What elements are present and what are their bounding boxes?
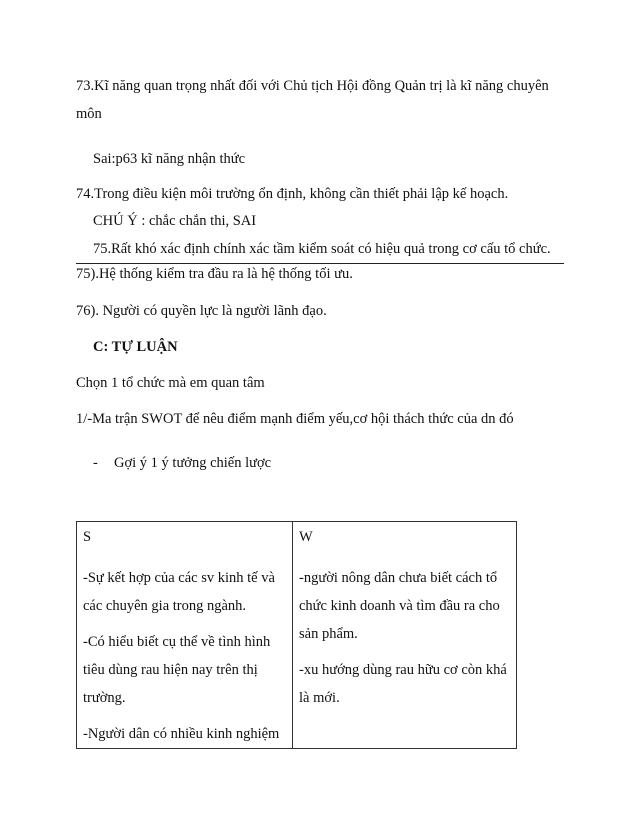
weakness-item-1: -người nông dân chưa biết cách tổ chức kinh doanh và tìm đầu ra cho sản phẩm.: [299, 570, 500, 642]
q75a-line: 75.Rất khó xác định chính xác tầm kiểm soát có hiệu quả trong cơ cấu tổ chức.: [93, 241, 551, 257]
intro-line: Chọn 1 tổ chức mà em quan tâm: [76, 375, 265, 391]
strength-item-3: -Người dân có nhiều kinh nghiệm: [83, 726, 280, 742]
q75b-line: 75).Hệ thống kiểm tra đầu ra là hệ thống tối ưu.: [76, 266, 353, 282]
strength-item-2: -Có hiểu biết cụ thể về tình hình tiêu dùng rau hiện nay trên thị trường.: [83, 634, 271, 706]
q74-line1: 74.Trong điều kiện môi trường ổn định, không cần thiết phải lập kế hoạch.: [76, 186, 509, 202]
swot-weaknesses-cell: [293, 522, 517, 749]
divider-rule: [76, 263, 564, 264]
task1-line: 1/-Ma trận SWOT để nêu điểm mạnh điểm yếu,cơ hội thách thức của dn đó: [76, 411, 514, 427]
swot-table: [76, 521, 517, 749]
q73-answer: Sai:p63 kĩ năng nhận thức: [93, 151, 246, 167]
swot-strengths-cell: [77, 522, 293, 749]
q74-note: CHÚ Ý : chắc chắn thi, SAI: [93, 213, 257, 229]
weaknesses-header: W: [299, 529, 313, 545]
bullet-marker: -: [93, 455, 98, 471]
strength-item-1: -Sự kết hợp của các sv kinh tế và các chuyên gia trong ngành.: [83, 570, 275, 614]
bullet-text: Gợi ý 1 ý tưởng chiến lược: [114, 455, 272, 471]
q76-line: 76). Người có quyền lực là người lãnh đạo.: [76, 303, 327, 319]
q73-line1: 73.Kĩ năng quan trọng nhất đối với Chủ tịch Hội đồng Quản trị là kĩ năng chuyên: [76, 78, 549, 94]
section-title: C: TỰ LUẬN: [93, 339, 178, 355]
weakness-item-2: -xu hướng dùng rau hữu cơ còn khá là mới.: [299, 662, 507, 706]
strengths-header: S: [83, 529, 92, 545]
q73-line2: môn: [76, 106, 102, 122]
